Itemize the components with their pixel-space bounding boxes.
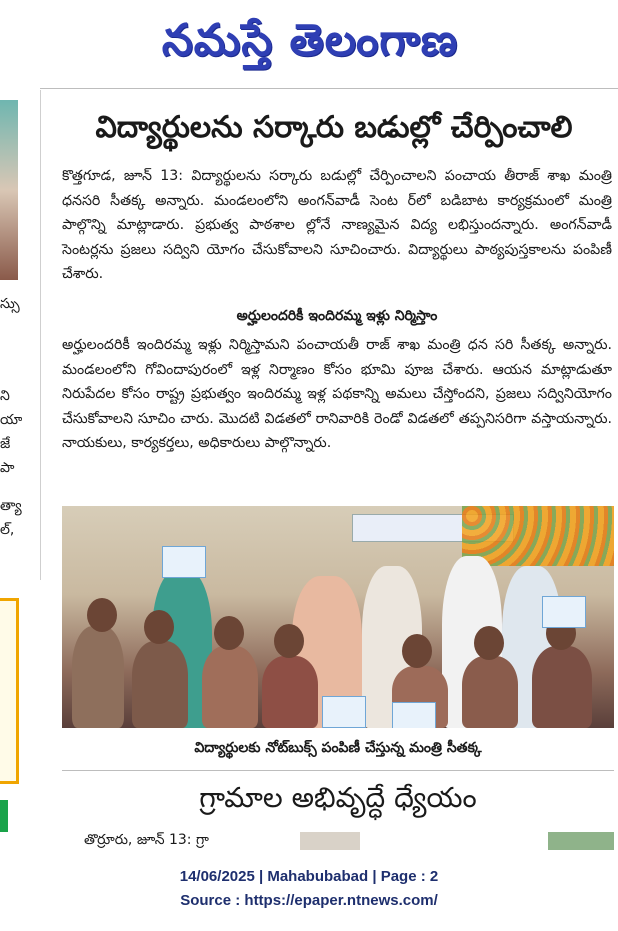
article-headline: విద్యార్థులను సర్కారు బడుల్లో చేర్పించాలి [95, 110, 573, 145]
photo-head [144, 610, 174, 644]
photo-notebook [392, 702, 436, 728]
second-article-photo [548, 832, 614, 850]
masthead-title: నమస్తే తెలంగాణ [161, 15, 459, 66]
masthead-rule [40, 88, 618, 89]
photo-student [72, 626, 124, 728]
photo-flower-garland [462, 506, 614, 566]
left-column-fragment: త్యా [0, 498, 22, 514]
second-article-teaser: తొర్రూరు, జూన్ 13: గ్రా [84, 832, 209, 848]
photo-head [274, 624, 304, 658]
caption-rule [62, 770, 614, 771]
second-article-photo [300, 832, 360, 850]
left-column-fragment: ని [0, 388, 10, 404]
photo-student [262, 656, 318, 728]
photo-head [402, 634, 432, 668]
left-column-green-block [0, 800, 8, 832]
photo-head [214, 616, 244, 650]
photo-student [132, 641, 188, 728]
photo-head [87, 598, 117, 632]
photo-notebook [542, 596, 586, 628]
left-column-fragment: స్సు [0, 296, 20, 312]
photo-student [202, 646, 258, 728]
left-column-photo [0, 100, 18, 280]
left-column-fragment: యా [0, 412, 22, 428]
article-subheading: అర్హులందరికీ ఇందిరమ్మ ఇళ్లు నిర్మిస్తాం [236, 308, 438, 324]
second-article-headline: గ్రామాల అభివృద్ధే ధ్యేయం [199, 781, 477, 814]
left-column-fragment: జే [0, 436, 11, 452]
photo-student [462, 656, 518, 728]
photo-notebook [322, 696, 366, 728]
article-photo [62, 506, 614, 728]
left-column-fragment: ల్, [0, 522, 15, 538]
photo-notebook [162, 546, 206, 578]
article-paragraph-2: అర్హులందరికీ ఇందిరమ్మ ఇళ్లు నిర్మిస్తామని పంచాయతీ రాజ్ శాఖ మంత్రి ధన సరి సీతక్క అన్నారు. మండలంలోని గోవిందాపురంలో ఇళ్ల నిర్మాణం కోసం భూమి పూజ చేశారు. ఆయన మాట్లాడుతూ నిరుపేదల కోసం రాష్ట్ర ప్రభుత్వం ఇందిరమ్మ ఇళ్ల పథకాన్ని అమలు చేస్తోందని, ప్రజలు సద్వినియోగం చేసుకోవాలని సూచిం చారు. మొదటి విడతలో రానివారికి రెండో విడతలో తప్పనిసరిగా వస్తాయన్నారు. నాయకులు, కార్యకర్తలు, అధికారులు పాల్గొన్నారు. [62, 337, 612, 451]
column-divider [40, 90, 41, 580]
left-column-ad-box [0, 598, 19, 784]
article-paragraph-1: కొత్తగూడ, జూన్ 13: విద్యార్థులను సర్కారు బడుల్లో చేర్పించాలని పంచాయ తీరాజ్ శాఖ మంత్రి ధనసరి సీతక్క అన్నారు. మండలంలోని అంగన్‌వాడీ సెంట ర్‌లో బడిబాట కార్యక్రమంలో మంత్రి పాల్గొన్ని మాట్లాడారు. ప్రభుత్వ పాఠశాల ల్లోనే నాణ్యమైన విద్య లభిస్తుందన్నారు. అంగన్‌వాడీ సెంటర్లను ప్రజలు సద్విని యోగం చేసుకోవాలని సూచించారు. విద్యార్థులు పాఠ్యపుస్తకాలను పంపిణీ చేశారు. [62, 168, 612, 282]
photo-head [474, 626, 504, 660]
photo-caption: విద్యార్థులకు నోట్‌బుక్స్ పంపిణీ చేస్తున్న మంత్రి సీతక్క [194, 740, 482, 756]
photo-student [532, 646, 592, 728]
left-column-fragment: పా [0, 460, 15, 476]
footer-date-line: 14/06/2025 | Mahabubabad | Page : 2 [179, 868, 439, 885]
footer-source-line: Source : https://epaper.ntnews.com/ [180, 892, 438, 909]
